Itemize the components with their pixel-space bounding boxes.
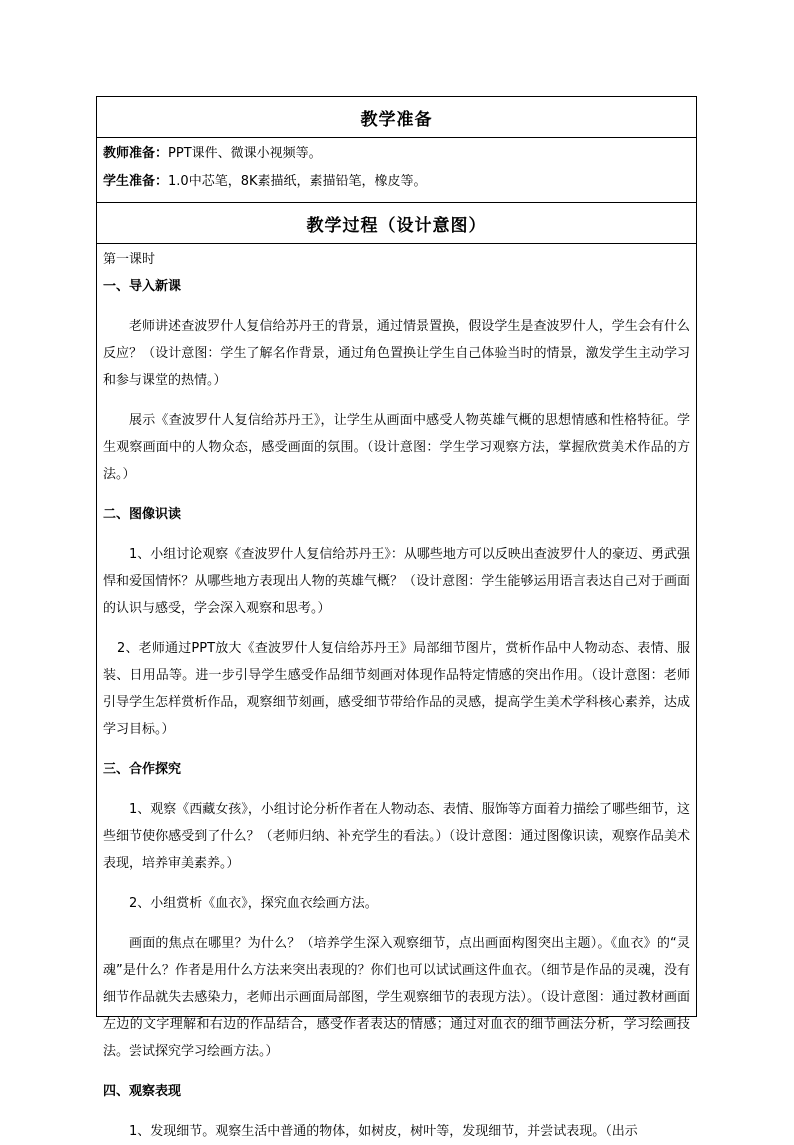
paragraph: 1、发现细节。观察生活中普通的物体，如树皮，树叶等，发现细节，并尝试表现。（出示 [129, 1124, 638, 1139]
paragraph: 老师讲述查波罗什人复信给苏丹王的背景，通过情景置换，假设学生是查波罗什人，学生会有什么反应？（设计意图：学生了解名作背景，通过角色置换让学生自己体验当时的情景，激发学生主动学习和参与课堂的热情。） [103, 319, 690, 388]
process-content [97, 244, 696, 1139]
student-prep-text: 1.0中芯笔，8K素描纸，素描铅笔，橡皮等。 [168, 174, 427, 189]
paragraph: 1、观察《西藏女孩》，小组讨论分析作者在人物动态、表情、服饰等方面着力描绘了哪些细节，这些细节使你感受到了什么？（老师归纳、补充学生的看法。）（设计意图：通过图像识读，观察作品美术表现，培养审美素养。） [103, 802, 690, 871]
section-heading-observation: 四、观察表现 [103, 1084, 182, 1099]
student-prep-line [103, 168, 690, 196]
student-prep-label: 学生准备： [103, 174, 169, 189]
paragraph: 1、小组讨论观察《查波罗什人复信给苏丹王》：从哪些地方可以反映出查波罗什人的豪迈、勇武强悍和爱国情怀？从哪些地方表现出人物的英雄气概？（设计意图：学生能够运用语言表达自己对于画面的认识与感受，学会深入观察和思考。） [103, 547, 690, 616]
teacher-prep-line [103, 140, 690, 168]
lesson-plan-table [96, 96, 697, 1139]
section-heading-intro: 一、导入新课 [103, 279, 182, 294]
section-heading-image-reading: 二、图像识读 [103, 507, 182, 522]
process-title: 教学过程（设计意图） [97, 203, 696, 244]
teacher-prep-text: PPT课件、微课小视频等。 [168, 146, 322, 161]
section-heading-cooperation: 三、合作探究 [103, 762, 182, 777]
lesson-number: 第一课时 [103, 252, 156, 267]
prep-content [97, 138, 696, 203]
paragraph: 展示《查波罗什人复信给苏丹王》，让学生从画面中感受人物英雄气概的思想情感和性格特征。学生观察画面中的人物众态，感受画面的氛围。（设计意图：学生学习观察方法，掌握欣赏美术作品的方法。） [103, 413, 690, 482]
prep-title: 教学准备 [97, 97, 696, 138]
teacher-prep-label: 教师准备： [103, 146, 169, 161]
paragraph: 画面的焦点在哪里？为什么？（培养学生深入观察细节，点出画面构图突出主题）。《血衣》的“灵魂”是什么？作者是用什么方法来突出表现的？你们也可以试试画这件血衣。（细节是作品的灵魂，没有细节作品就失去感染力，老师出示画面局部图，学生观察细节的表现方法）。（设计意图：通过教材画面左边的文字理解和右边的作品结合，感受作者表达的情感；通过对血衣的细节画法分析，学习绘画技法。尝试探究学习绘画方法。） [103, 936, 690, 1059]
paragraph: 2、老师通过PPT放大《查波罗什人复信给苏丹王》局部细节图片，赏析作品中人物动态、表情、服装、日用品等。进一步引导学生感受作品细节刻画对体现作品特定情感的突出作用。（设计意图：老师引导学生怎样赏析作品，观察细节刻画，感受细节带给作品的灵感，提高学生美术学科核心素养，达成学习目标。） [103, 641, 690, 737]
paragraph: 2、小组赏析《血衣》，探究血衣绘画方法。 [129, 896, 378, 911]
